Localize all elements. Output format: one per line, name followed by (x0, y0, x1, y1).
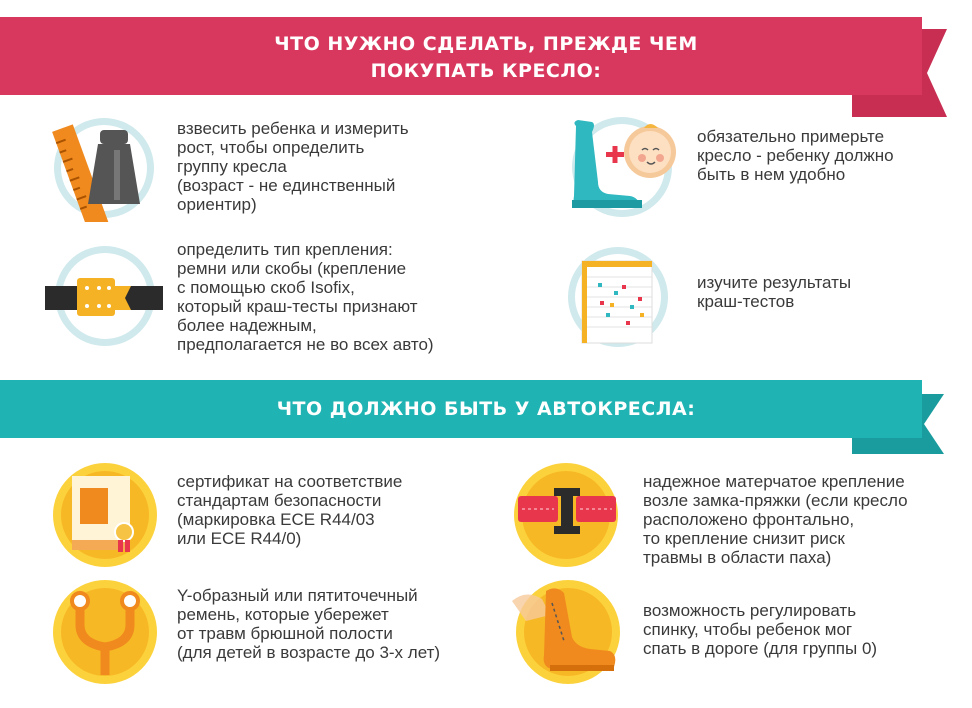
item-buckle-pad: надежное матерчатое крепление возле замка-пряжки (если кресло расположено фронтально, то крепление снизит риск травмы в области паха) (643, 472, 908, 567)
crash-test-chart-icon (564, 243, 672, 351)
reclining-seat-icon (506, 577, 624, 687)
y-harness-icon (50, 577, 160, 687)
buckle-pad-icon (508, 460, 623, 570)
certificate-icon (50, 460, 160, 570)
section2-title-line1: ЧТО ДОЛЖНО БЫТЬ У АВТОКРЕСЛА: (276, 398, 696, 420)
section2-title (0, 396, 972, 423)
section2-banner (0, 380, 972, 438)
scale-ruler-icon (48, 112, 158, 222)
item-weigh-measure: взвесить ребенка и измерить рост, чтобы определить группу кресла (возраст - не единственный ориентир) (177, 119, 409, 214)
item-crash-tests: изучите результаты краш-тестов (697, 273, 852, 311)
isofix-belt-icon (45, 240, 165, 352)
child-seat-try-icon (562, 112, 682, 220)
item-certificate: сертификат на соответствие стандартам безопасности (маркировка ECE R44/03 или ECE R44/0) (177, 472, 403, 548)
section1-banner (0, 17, 972, 95)
item-try-seat: обязательно примерьте кресло - ребенку должно быть в нем удобно (697, 127, 894, 184)
section1-title-line1: ЧТО НУЖНО СДЕЛАТЬ, ПРЕЖДЕ ЧЕМ (274, 33, 698, 55)
item-reclining: возможность регулировать спинку, чтобы ребенок мог спать в дороге (для группы 0) (643, 601, 878, 658)
section1-title (0, 31, 972, 85)
section1-title-line2: ПОКУПАТЬ КРЕСЛО: (370, 60, 602, 82)
item-y-harness: Y-образный или пятиточечный ремень, которые убережет от травм брюшной полости (для детей в возрасте до 3-х лет) (177, 586, 441, 662)
item-mount-type: определить тип крепления: ремни или скобы (крепление с помощью скоб Isofix, который краш-тесты признают более надежным, предполагается не во всех авто) (177, 240, 434, 354)
